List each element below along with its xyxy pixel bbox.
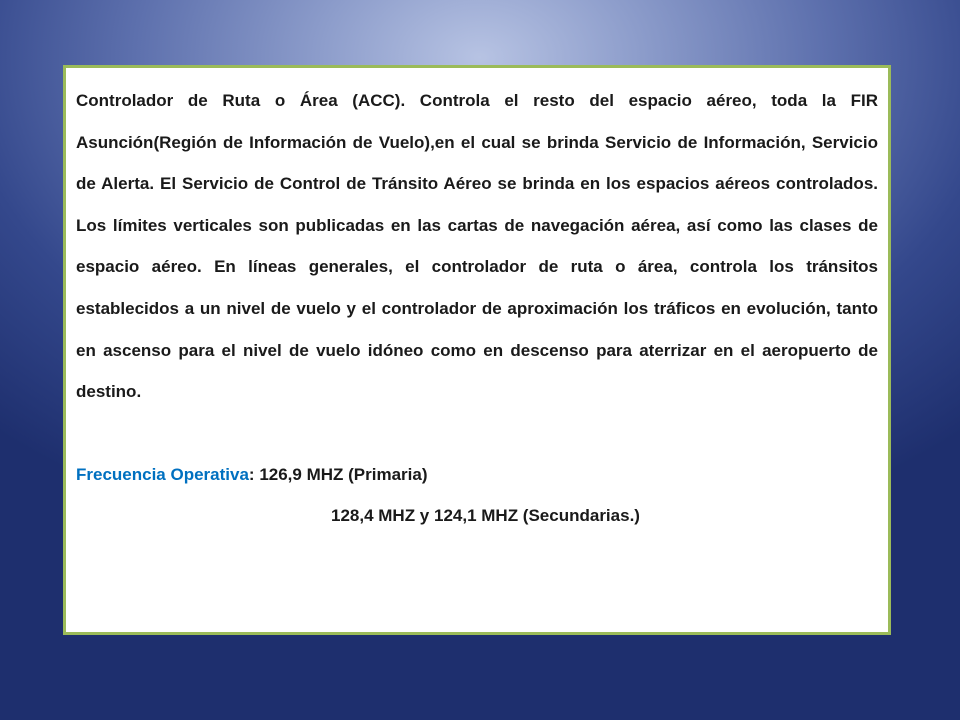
frequency-label: Frecuencia Operativa [76, 464, 249, 484]
frequency-line [76, 454, 878, 496]
frequency-separator: : [248, 464, 255, 484]
acc-description-paragraph: Controlador de Ruta o Área (ACC). Controla el resto del espacio aéreo, toda la FIR Asunción(Región de Información de Vuelo),en el cual se brinda Servicio de Información, Servicio de Alerta. El Servicio de Control de Tránsito Aéreo se brinda en los espacios aéreos controlados. Los límites verticales son publicadas en las cartas de navegación aérea, así como las clases de espacio aéreo. En líneas generales, el controlador de ruta o área, controla los tránsitos establecidos a un nivel de vuelo y el controlador de aproximación los tráficos en evolución, tanto en ascenso para el nivel de vuelo idóneo como en descenso para aterrizar en el aeropuerto de destino. [76, 91, 878, 402]
content-box [63, 65, 891, 635]
secondary-frequencies: 128,4 MHZ y 124,1 MHZ (Secundarias.) [331, 506, 640, 526]
primary-frequency: 126,9 MHZ (Primaria) [254, 464, 428, 484]
